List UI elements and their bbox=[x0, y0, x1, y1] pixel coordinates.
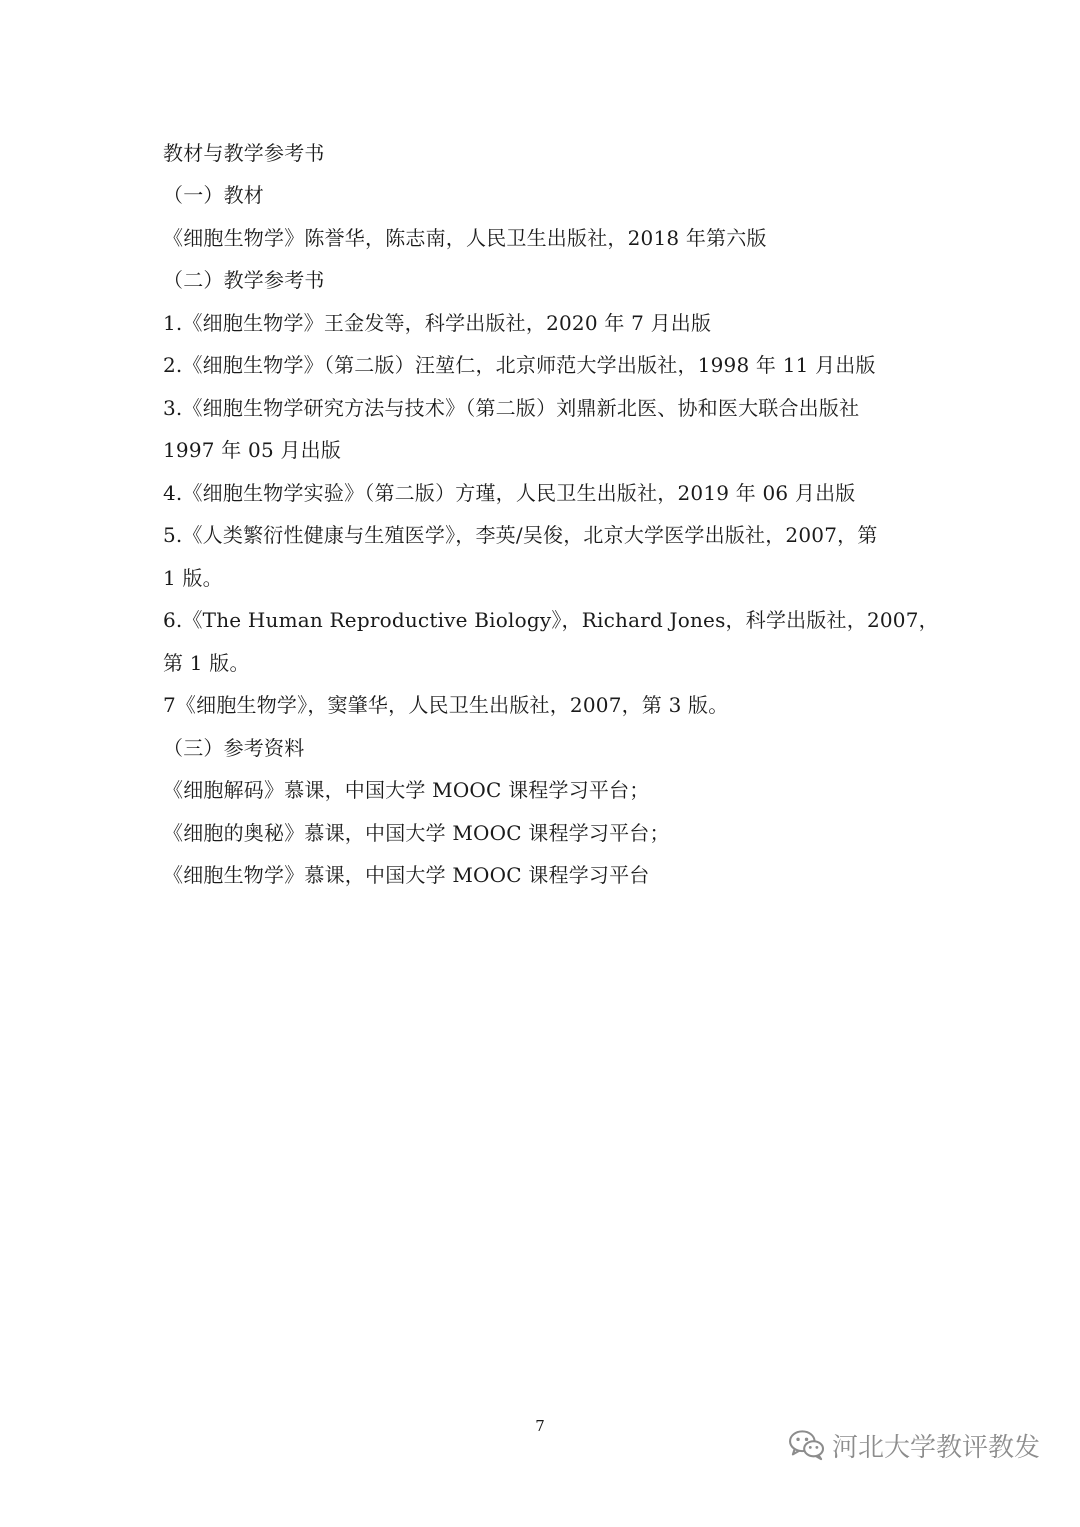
resource-item: 《细胞解码》慕课，中国大学 MOOC 课程学习平台； bbox=[163, 778, 650, 802]
reference-item: 2.《细胞生物学》（第二版）汪堃仁，北京师范大学出版社，1998 年 11 月出版 bbox=[163, 353, 876, 377]
page-number: 7 bbox=[535, 1417, 545, 1435]
reference-item-continued: 第 1 版。 bbox=[163, 651, 250, 675]
reference-item-continued: 1997 年 05 月出版 bbox=[163, 438, 342, 462]
section-heading: 教材与教学参考书 bbox=[163, 141, 325, 165]
resource-item: 《细胞的奥秘》慕课，中国大学 MOOC 课程学习平台； bbox=[163, 821, 670, 845]
reference-item-continued: 1 版。 bbox=[163, 566, 223, 590]
watermark-text: 河北大学教评教发 bbox=[832, 1432, 1041, 1463]
reference-item: 4.《细胞生物学实验》（第二版）方瑾，人民卫生出版社，2019 年 06 月出版 bbox=[163, 481, 856, 505]
resource-item: 《细胞生物学》慕课，中国大学 MOOC 课程学习平台 bbox=[163, 863, 650, 887]
textbook-entry: 《细胞生物学》陈誉华，陈志南，人民卫生出版社，2018 年第六版 bbox=[163, 226, 767, 250]
reference-item: 1.《细胞生物学》王金发等，科学出版社，2020 年 7 月出版 bbox=[163, 311, 712, 335]
wechat-icon bbox=[788, 1429, 826, 1461]
reference-item: 3.《细胞生物学研究方法与技术》（第二版）刘鼎新北医、协和医大联合出版社 bbox=[163, 396, 860, 420]
reference-item: 5.《人类繁衍性健康与生殖医学》，李英/吴俊，北京大学医学出版社，2007，第 bbox=[163, 523, 878, 547]
reference-item: 7《细胞生物学》，窦肇华，人民卫生出版社，2007，第 3 版。 bbox=[163, 693, 729, 717]
subsection-heading-references: （二）教学参考书 bbox=[163, 268, 325, 292]
subsection-heading-resources: （三）参考资料 bbox=[163, 736, 305, 760]
reference-item: 6.《The Human Reproductive Biology》，Richard Jones，科学出版社，2007， bbox=[163, 608, 939, 632]
subsection-heading-textbook: （一）教材 bbox=[163, 183, 264, 207]
watermark bbox=[788, 1423, 1040, 1467]
